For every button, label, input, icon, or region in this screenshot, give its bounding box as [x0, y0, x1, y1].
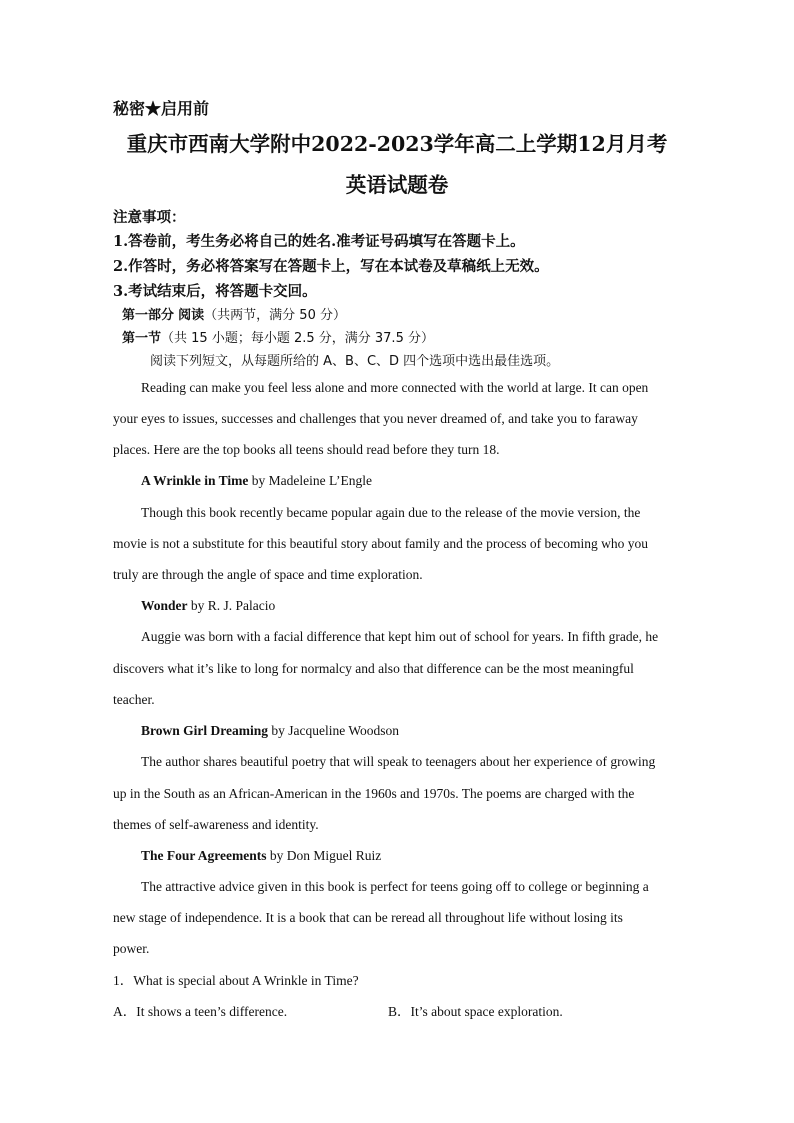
part-name: 阅读	[178, 308, 205, 323]
passage-line: up in the South as an African-American in the 1960s and 1970s. The poems are charged with the	[113, 786, 635, 801]
passage-line: teacher.	[113, 692, 155, 707]
passage-line: movie is not a substitute for this beautiful story about family and the process of becoming who you	[113, 536, 649, 551]
book-heading	[141, 474, 372, 488]
section-title: 第一节	[122, 331, 162, 346]
passage-line: Auggie was born with a facial difference that kept him out of school for years. In fifth grade, he	[141, 629, 659, 644]
notes-item: 2.作答时，务必将答案写在答题卡上，写在本试卷及草稿纸上无效。	[113, 258, 549, 275]
book-heading	[141, 599, 275, 613]
option-b	[388, 1005, 563, 1019]
passage-line: Though this book recently became popular again due to the release of the movie version, the	[141, 505, 641, 520]
part-title: 第一部分	[122, 308, 175, 323]
passage-line: The attractive advice given in this book is perfect for teens going off to college or beginning a	[141, 879, 649, 894]
book-heading	[141, 849, 381, 863]
passage-line: power.	[113, 941, 150, 956]
notes-item: 3.考试结束后，将答题卡交回。	[113, 283, 317, 300]
book-title: Wonder	[141, 598, 188, 613]
book-title: A Wrinkle in Time	[141, 473, 249, 488]
part-desc: （共两节，满分 50 分）	[204, 308, 346, 323]
section-desc: （共 15 小题；每小题 2.5 分，满分 37.5 分）	[161, 331, 434, 346]
option-label: A．	[113, 1004, 137, 1019]
option-text: It shows a teen’s difference.	[136, 1004, 288, 1019]
part-heading	[122, 309, 346, 322]
confidential-label: 秘密★启用前	[113, 99, 210, 118]
passage-line: places. Here are the top books all teens should read before they turn 18.	[113, 442, 500, 457]
option-label: B．	[388, 1004, 411, 1019]
option-a	[113, 1005, 287, 1019]
book-title: The Four Agreements	[141, 848, 267, 863]
passage-line: themes of self-awareness and identity.	[113, 817, 319, 832]
book-author: by Jacqueline Woodson	[268, 723, 400, 738]
notes-heading: 注意事项：	[113, 209, 186, 226]
question-stem: 1．What is special about A Wrinkle in Time?	[113, 973, 359, 988]
passage-line: your eyes to issues, successes and challenges that you never dreamed of, and take you to faraway	[113, 411, 638, 426]
book-author: by Madeleine L’Engle	[248, 473, 373, 488]
notes-item: 1.答卷前，考生务必将自己的姓名.准考证号码填写在答题卡上。	[113, 233, 525, 250]
book-author: by R. J. Palacio	[187, 598, 276, 613]
passage-line: Reading can make you feel less alone and more connected with the world at large. It can open	[141, 380, 649, 395]
passage-line: truly are through the angle of space and time exploration.	[113, 567, 423, 582]
book-heading	[141, 724, 399, 738]
passage-line: new stage of independence. It is a book that can be reread all throughout life without losing its	[113, 910, 623, 925]
section-heading	[122, 332, 434, 345]
section-instruction: 阅读下列短文，从每题所给的 A、B、C、D 四个选项中选出最佳选项。	[150, 354, 560, 369]
option-text: It’s about space exploration.	[410, 1004, 563, 1019]
passage-line: The author shares beautiful poetry that will speak to teenagers about her experience of growing	[141, 754, 656, 769]
passage-line: discovers what it’s like to long for normalcy and also that difference can be the most meaningful	[113, 661, 634, 676]
book-author: by Don Miguel Ruiz	[266, 848, 382, 863]
exam-subtitle: 英语试题卷	[345, 173, 449, 197]
exam-title: 重庆市西南大学附中2022-2023学年高二上学期12月月考	[126, 132, 668, 156]
book-title: Brown Girl Dreaming	[141, 723, 268, 738]
